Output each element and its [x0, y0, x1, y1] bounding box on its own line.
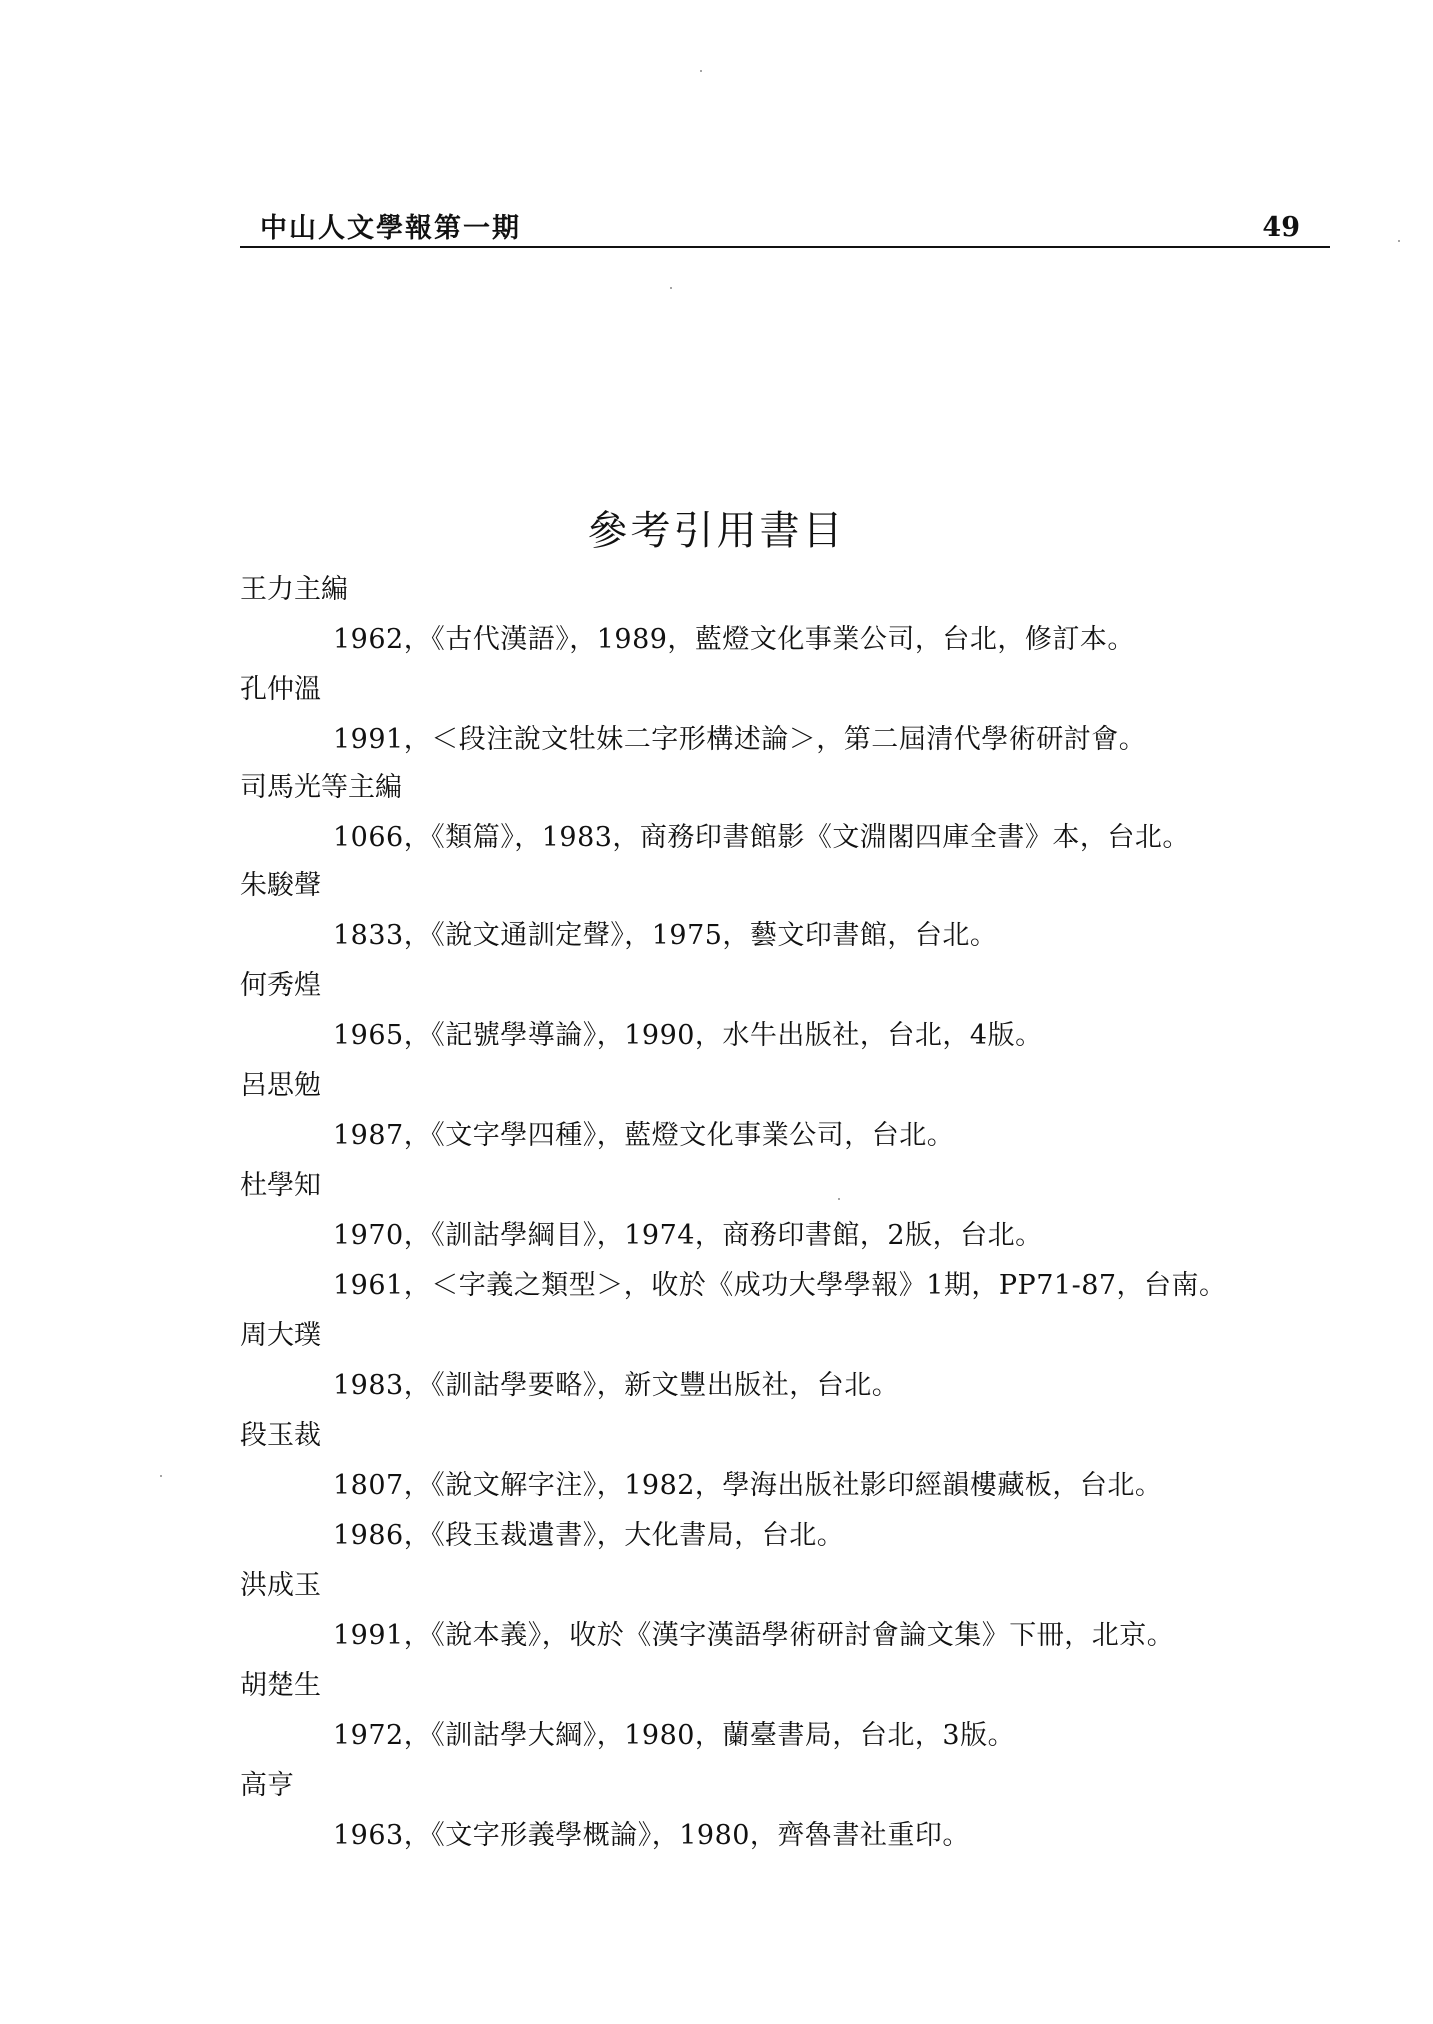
- entry-work: 1991，＜段注說文牡妹二字形構述論＞，第二屆清代學術研討會。: [333, 724, 1147, 755]
- entry-author: 段玉裁: [240, 1420, 321, 1451]
- entry-work: 1965，《記號學導論》，1990，水牛出版社，台北，4版。: [333, 1020, 1043, 1051]
- entry-work: 1962，《古代漢語》，1989，藍燈文化事業公司，台北，修訂本。: [333, 624, 1135, 655]
- scan-speck: [160, 1475, 162, 1477]
- section-title: 參考引用書目: [587, 507, 846, 554]
- scan-speck: [838, 1198, 840, 1200]
- entry-author: 呂思勉: [240, 1070, 321, 1101]
- scan-speck: [700, 70, 702, 72]
- entry-author: 何秀煌: [240, 970, 321, 1001]
- entry-work: 1970，《訓詁學綱目》，1974，商務印書館，2版，台北。: [333, 1220, 1043, 1251]
- entry-work: 1983，《訓詁學要略》，新文豐出版社，台北。: [333, 1370, 900, 1401]
- entry-work: 1961，＜字義之類型＞，收於《成功大學學報》1期，PP71-87，台南。: [333, 1270, 1227, 1301]
- entry-author: 高亨: [240, 1770, 294, 1801]
- entry-work: 1833，《說文通訓定聲》，1975，藝文印書館，台北。: [333, 920, 998, 951]
- entry-work: 1066，《類篇》，1983，商務印書館影《文淵閣四庫全書》本，台北。: [333, 822, 1190, 853]
- entry-author: 杜學知: [240, 1170, 321, 1201]
- entry-author: 孔仲溫: [240, 674, 321, 705]
- entry-author: 司馬光等主編: [240, 772, 402, 803]
- entry-work: 1987，《文字學四種》，藍燈文化事業公司，台北。: [333, 1120, 955, 1151]
- entry-work: 1991，《說本義》，收於《漢字漢語學術研討會論文集》下冊，北京。: [333, 1620, 1175, 1651]
- scan-speck: [1398, 240, 1400, 242]
- entry-work: 1986，《段玉裁遺書》，大化書局，台北。: [333, 1520, 845, 1551]
- entry-author: 胡楚生: [240, 1670, 321, 1701]
- entry-work: 1963，《文字形義學概論》，1980，齊魯書社重印。: [333, 1820, 970, 1851]
- entry-work: 1972，《訓詁學大綱》，1980，蘭臺書局，台北，3版。: [333, 1720, 1016, 1751]
- entry-author: 周大璞: [240, 1320, 321, 1351]
- page-number: 49: [1262, 212, 1300, 243]
- entry-author: 洪成玉: [240, 1570, 321, 1601]
- entry-work: 1807，《說文解字注》，1982，學海出版社影印經韻樓藏板，台北。: [333, 1470, 1163, 1501]
- scan-speck: [670, 287, 672, 289]
- entry-author: 王力主編: [240, 574, 348, 605]
- journal-title: 中山人文學報第一期: [260, 213, 521, 244]
- entry-author: 朱駿聲: [240, 870, 321, 901]
